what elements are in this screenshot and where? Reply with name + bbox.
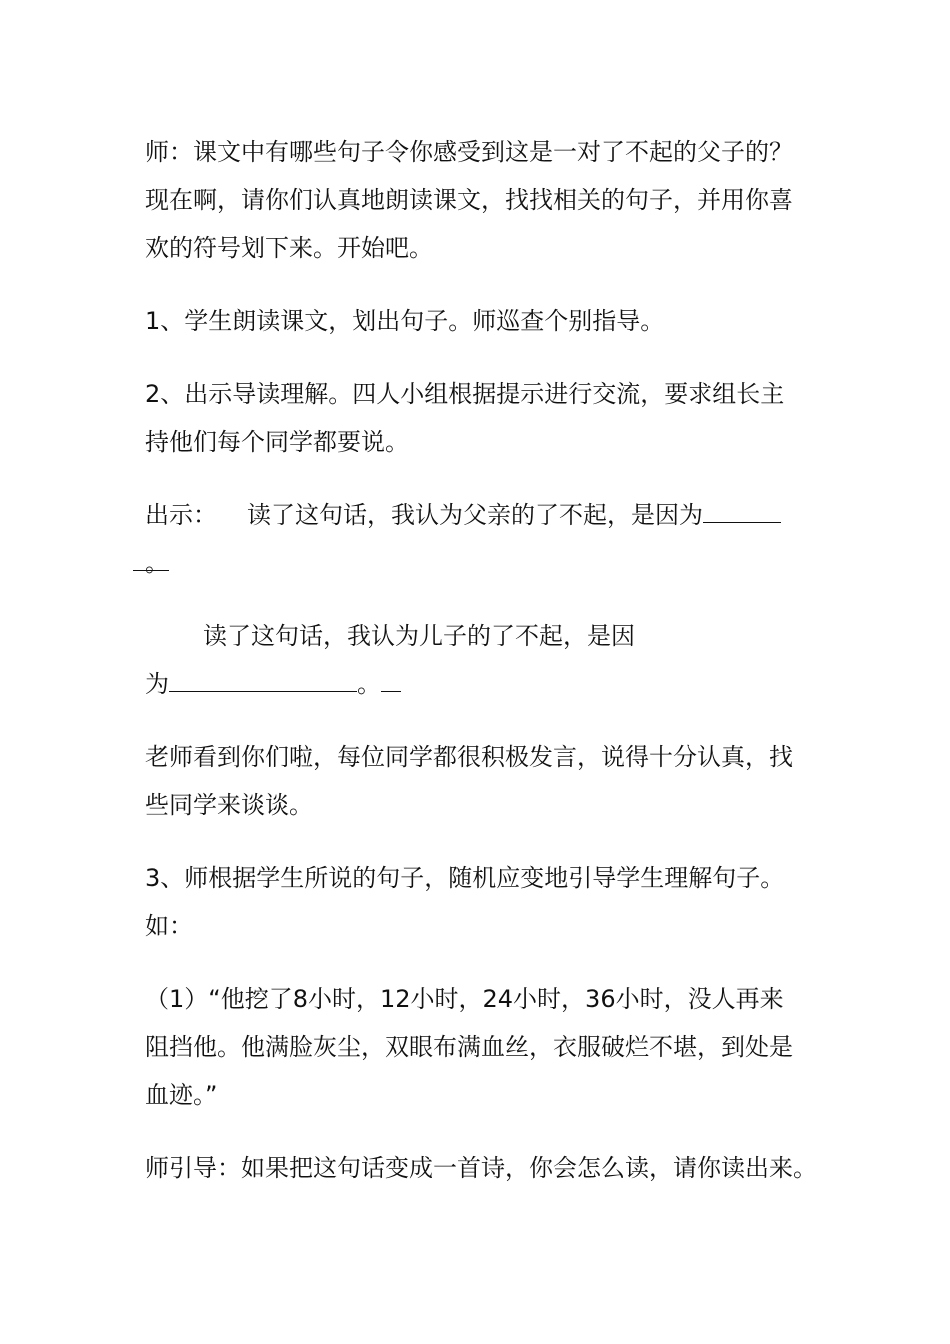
- text-line: （1）“他挖了8小时，12小时，24小时，36小时，没人再来: [145, 985, 784, 1013]
- text-line: 2、出示导读理解。四人小组根据提示进行交流，要求组长主: [145, 380, 785, 408]
- period: 。: [357, 670, 381, 698]
- text-line: [145, 491, 810, 539]
- text-line: 持他们每个同学都要说。: [145, 428, 409, 456]
- teacher-guide-paragraph: [145, 1144, 817, 1192]
- text-line: 阻挡他。他满脸灰尘，双眼布满血丝，衣服破烂不堪，到处是: [145, 1033, 793, 1061]
- text-line: 欢的符号划下来。开始吧。: [145, 234, 433, 262]
- text-line: 读了这句话，我认为儿子的了不起，是因: [203, 622, 635, 650]
- prompt-son-paragraph: [145, 612, 810, 708]
- fill-blank: [133, 544, 169, 571]
- text-line: 师引导：如果把这句话变成一首诗，你会怎么读，请你读出来。: [145, 1154, 817, 1182]
- prompt-text: 为: [145, 670, 169, 698]
- text-line: 些同学来谈谈。: [145, 791, 313, 819]
- fill-blank: [381, 665, 401, 692]
- period: 。: [145, 549, 169, 577]
- text-line: 师：课文中有哪些句子令你感受到这是一对了不起的父子的？: [145, 138, 793, 166]
- text-line: [145, 660, 810, 708]
- document-body: [145, 128, 817, 1217]
- step-3-paragraph: [145, 854, 810, 950]
- text-line: 3、师根据学生所说的句子，随机应变地引导学生理解句子。: [145, 864, 785, 892]
- text-line: 血迹。”: [145, 1081, 218, 1109]
- text-line: 老师看到你们啦，每位同学都很积极发言，说得十分认真，找: [145, 743, 793, 771]
- teacher-comment-paragraph: [145, 733, 810, 829]
- fill-blank: [703, 496, 781, 523]
- step-2-paragraph: [145, 370, 810, 466]
- teacher-question-paragraph: [145, 128, 810, 272]
- text-line: 现在啊，请你们认真地朗读课文，找找相关的句子，并用你喜: [145, 186, 793, 214]
- prompt-label: 出示：: [145, 501, 217, 529]
- quote-1-paragraph: [145, 975, 810, 1119]
- text-line: 1、学生朗读课文，划出句子。师巡查个别指导。: [145, 307, 665, 335]
- prompt-text: 读了这句话，我认为父亲的了不起，是因为: [247, 501, 703, 529]
- fill-blank: [169, 665, 357, 692]
- prompt-father-paragraph: [145, 491, 810, 587]
- text-line: [145, 539, 810, 587]
- text-line: 如：: [145, 912, 193, 940]
- step-1-paragraph: [145, 297, 810, 345]
